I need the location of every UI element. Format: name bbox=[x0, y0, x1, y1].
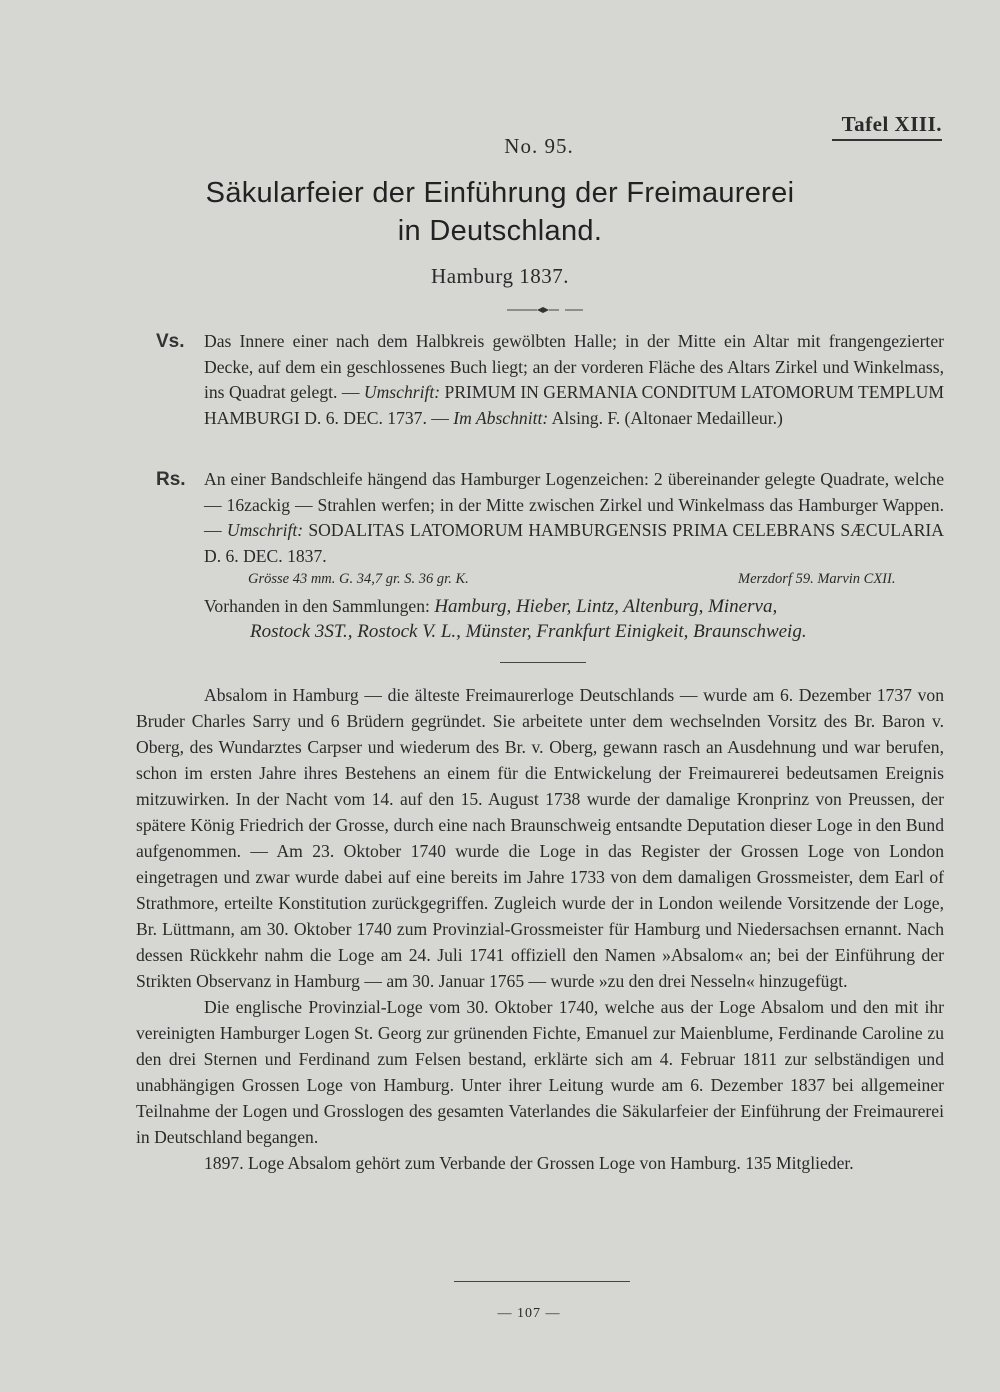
paragraph: Die englische Provinzial-Loge vom 30. Oktober 1740, welche aus der Loge Absalom und den mit ihr vereinigten Hamburger Logen St. Georg zur grünenden Fichte, Emanuel zur Maienblume, Ferdinande Caroline zu den drei Sternen und Ferdinand zum Felsen bestand, erklärte sich am 4. Februar 1811 zur selbständigen und unabhängigen Grossen Loge von Hamburg. Unter ihrer Leitung wurde am 6. Dezember 1837 bei allgemeiner Teilnahme der Logen und Grosslogen des gesamten Vaterlandes die Säkularfeier der Einführung der Freimaurerei in Deutschland begangen. bbox=[136, 997, 944, 1147]
medal-stats: Grösse 43 mm. G. 34,7 gr. S. 36 gr. K. bbox=[248, 571, 469, 587]
title-line-1: Säkularfeier der Einführung der Freimaurerei bbox=[205, 177, 795, 209]
section-divider bbox=[500, 662, 586, 663]
collections-label: Vorhanden in den Sammlungen: bbox=[204, 596, 435, 616]
paragraph: 1897. Loge Absalom gehört zum Verbande der Grossen Loge von Hamburg. 135 Mitglieder. bbox=[204, 1153, 854, 1173]
obverse-text: Das Innere einer nach dem Halbkreis gewölbten Halle; in der Mitte ein Altar mit frangengezierter Decke, auf dem ein geschlossenes Buch liegt; an der vorderen Fläche des Altars Zirkel und Winkelmass, ins Quadrat gelegt. — bbox=[204, 331, 944, 402]
obverse-inscription: PRIMUM IN GERMANIA CONDITUM LATOMORUM TEMPLUM HAMBURGI D. 6. DEC. 1737. — bbox=[204, 382, 944, 428]
plate-label: Tafel XIII. bbox=[832, 112, 942, 141]
reverse-text: An einer Bandschleife hängend das Hamburger Logenzeichen: 2 übereinander gelegte Quadrate, welche — 16zackig — Strahlen werfen; in der Mitte zwischen Zirkel und Winkelmass das Hamburger Wappen. — bbox=[204, 469, 944, 540]
obverse-description bbox=[204, 329, 944, 431]
collections-list bbox=[204, 594, 948, 644]
collections-line-2: Rostock 3ST., Rostock V. L., Münster, Frankfurt Einigkeit, Braunschweig. bbox=[250, 621, 807, 642]
collections-line-1: Hamburg, Hieber, Lintz, Altenburg, Minerva, bbox=[434, 596, 778, 617]
medal-references: Merzdorf 59. Marvin CXII. bbox=[738, 571, 896, 587]
subtitle: Hamburg 1837. bbox=[431, 264, 569, 288]
obverse-inscription-label: Umschrift: bbox=[363, 382, 441, 402]
title-line-2: in Deutschland. bbox=[397, 215, 603, 247]
page-title bbox=[0, 174, 1000, 250]
paragraph: Absalom in Hamburg — die älteste Freimaurerloge Deutschlands — wurde am 6. Dezember 1737 von Bruder Charles Sarry und 6 Brüdern gegründet. Sie arbeitete unter dem wechselnden Vorsitz des Br. Baron v. Oberg, des Wundarztes Carpser und wiederum des Br. v. Oberg, gewann rasch an Ausdehnung und war berufen, schon im ersten Jahre ihres Bestehens an einem für die Entwickelung der Freimaurerei bedeutsamen Ereignis mitzuwirken. In der Nacht vom 14. auf den 15. August 1738 wurde der damalige Kronprinz von Preussen, der spätere König Friedrich der Grosse, durch eine nach Braunschweig entsandte Deputation dieser Loge in den Bund aufgenommen. — Am 23. Oktober 1740 wurde die Loge in das Register der Grossen Loge von London eingetragen und zwar wurde dabei auf eine bereits im Jahre 1733 von dem damaligen Grossmeister, dem Earl of Strathmore, erteilte Konstitution zurückgegriffen. Zugleich wurde der in London weilende Vorsitzende der Loge, Br. Lüttmann, am 30. Oktober 1740 zum Provinzial-Grossmeister für Hamburg und Niedersachsen ernannt. Nach dessen Rückkehr nahm die Loge am 24. Juli 1741 offiziell den Namen »Absalom« an; bei der Einführung der Strikten Observanz in Hamburg — am 30. Januar 1765 — wurde »zu den drei Nesseln« hinzugefügt. bbox=[136, 685, 944, 991]
footer-divider bbox=[454, 1281, 630, 1282]
obverse-exergue-label: Im Abschnitt: bbox=[453, 407, 549, 428]
reverse-description bbox=[204, 467, 944, 569]
history-text bbox=[136, 682, 944, 1176]
reverse-inscription: SODALITAS LATOMORUM HAMBURGENSIS PRIMA CELEBRANS SÆCULARIA D. 6. DEC. 1837. bbox=[204, 520, 944, 566]
obverse-exergue: Alsing. F. (Altonaer Medailleur.) bbox=[548, 407, 783, 428]
obverse-label: Vs. bbox=[156, 331, 185, 352]
catalog-number: No. 95. bbox=[504, 134, 574, 158]
page-number: — 107 — bbox=[497, 1306, 561, 1321]
reverse-inscription-label: Umschrift: bbox=[226, 520, 304, 540]
ornament-divider-icon bbox=[503, 303, 583, 317]
reverse-label: Rs. bbox=[156, 469, 186, 490]
